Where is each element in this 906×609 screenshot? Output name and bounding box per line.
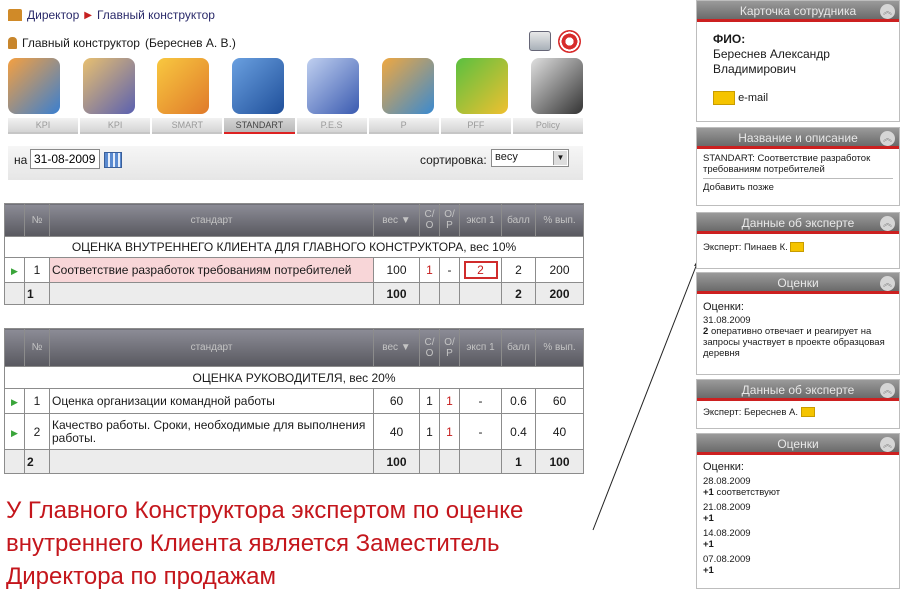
row-score: 2	[502, 258, 536, 283]
date-input[interactable]	[30, 149, 100, 169]
breadcrumb-current: Главный конструктор	[96, 8, 215, 22]
panel-header: Оценки ︽	[697, 273, 899, 294]
panel-header: Данные об эксперте ︽	[697, 213, 899, 234]
col-so: С/О	[420, 204, 440, 237]
chevron-down-icon: ▼	[553, 151, 567, 165]
total-row: 2 100 1 100	[5, 450, 584, 474]
collapse-icon[interactable]: ︽	[880, 216, 895, 231]
employee-card-body: ФИО: Береснев Александр Владимирович e-mail	[713, 32, 830, 104]
col-op: О/Р	[440, 329, 460, 367]
col-exp: эксп 1	[460, 204, 502, 237]
calendar-icon[interactable]	[104, 152, 122, 168]
expert-score-box[interactable]: 2	[464, 261, 498, 279]
row-op: -	[440, 258, 460, 283]
collapse-icon[interactable]: ︽	[880, 383, 895, 398]
tab-p[interactable]: P	[369, 118, 439, 134]
policy-scroll-icon[interactable]	[531, 58, 583, 114]
collapse-icon[interactable]: ︽	[880, 131, 895, 146]
collapse-icon[interactable]: ︽	[880, 437, 895, 452]
collapse-icon[interactable]: ︽	[880, 4, 895, 19]
user-name: (Береснев А. В.)	[144, 36, 236, 50]
standards-table-2	[4, 328, 584, 474]
col-num: №	[25, 329, 50, 367]
row-pct: 200	[536, 258, 584, 283]
description-body: STANDART: Соответствие разработок требованиям потребителей Добавить позже	[697, 149, 899, 197]
sort-select[interactable]	[491, 149, 569, 167]
breadcrumb-root-link[interactable]: Директор	[27, 8, 80, 22]
module-icons	[8, 58, 583, 118]
expert-name: Эксперт: Пинаев К.	[703, 242, 788, 253]
tab-pff[interactable]: PFF	[441, 118, 511, 134]
annotation-arrow-line	[593, 256, 700, 530]
expert-panel-2	[696, 379, 900, 429]
tab-smart[interactable]: SMART	[152, 118, 222, 134]
marks-body: Оценки: 28.08.2009 +1 соответствуют 21.08.2009 +1 14.08.2009 +1 07.08.2009 +1	[703, 461, 781, 576]
table-header-row	[5, 329, 584, 367]
panel-header: Название и описание ︽	[697, 128, 899, 149]
col-standard[interactable]: стандарт	[50, 204, 374, 237]
play-icon[interactable]: ▶	[11, 427, 18, 438]
standart-goal-icon[interactable]	[232, 58, 284, 114]
marks-panel-2	[696, 433, 900, 589]
col-exp: эксп 1	[460, 329, 502, 367]
print-icon[interactable]	[529, 31, 551, 51]
col-weight[interactable]: вес ▼	[374, 204, 420, 237]
table-row[interactable]: ▶ 1 Оценка организации командной работы 60 1 1 - 0.6 60	[5, 389, 584, 414]
email-icon[interactable]	[713, 91, 735, 105]
marks-body: Оценки: 31.08.2009 2 оперативно отвечает и реагирует на запросы участвует в проекте образцовая деревня	[703, 301, 885, 359]
col-score: балл	[502, 204, 536, 237]
panel-header: Оценки ︽	[697, 434, 899, 455]
description-panel	[696, 127, 900, 206]
total-row: 1 100 2 200	[5, 283, 584, 305]
breadcrumb-arrow-icon: ▶	[84, 9, 92, 21]
annotation-text: У Главного Конструктора экспертом по оценке внутреннего Клиента является Заместитель Директора по продажам	[6, 497, 524, 590]
add-later-link[interactable]: Добавить позже	[703, 182, 774, 193]
row-weight: 100	[374, 258, 420, 283]
col-pct: % вып.	[536, 329, 584, 367]
col-pct: % вып.	[536, 204, 584, 237]
kpi-warning-table-icon[interactable]	[8, 58, 60, 114]
breadcrumb	[8, 8, 215, 22]
col-weight[interactable]: вес ▼	[374, 329, 420, 367]
panel-header: Карточка сотрудника ︽	[697, 1, 899, 22]
sort-value: весу	[495, 151, 518, 163]
table-header-row	[5, 204, 584, 237]
user-line	[8, 36, 236, 50]
expert-name: Эксперт: Береснев А.	[703, 407, 798, 418]
pes-person-icon[interactable]	[307, 58, 359, 114]
employee-card-panel	[696, 0, 900, 122]
col-num: №	[25, 204, 50, 237]
tab-standart[interactable]: STANDART	[224, 118, 294, 134]
col-so: С/О	[420, 329, 440, 367]
row-so: 1	[420, 258, 440, 283]
row-name[interactable]: Соответствие разработок требованиям потребителей	[50, 258, 374, 283]
table-row[interactable]	[5, 258, 584, 283]
section-title: ОЦЕНКА ВНУТРЕННЕГО КЛИЕНТА ДЛЯ ГЛАВНОГО КОНСТРУКТОРА, вес 10%	[5, 237, 584, 258]
user-icon	[8, 37, 17, 49]
tab-kpi-2[interactable]: KPI	[80, 118, 150, 134]
row-name[interactable]: Оценка организации командной работы	[50, 389, 374, 414]
play-icon[interactable]: ▶	[11, 266, 18, 276]
user-title: Главный конструктор	[22, 36, 140, 50]
email-icon[interactable]	[790, 242, 804, 252]
section-title: ОЦЕНКА РУКОВОДИТЕЛЯ, вес 20%	[5, 367, 584, 389]
col-op: О/Р	[440, 204, 460, 237]
row-num: 1	[25, 258, 50, 283]
col-standard[interactable]: стандарт	[50, 329, 374, 367]
tab-bar	[8, 118, 583, 134]
standards-table-1	[4, 203, 584, 305]
marks-panel-1	[696, 272, 900, 375]
email-icon[interactable]	[801, 407, 815, 417]
home-icon	[8, 9, 22, 21]
expert-panel-1	[696, 212, 900, 269]
date-prefix: на	[14, 153, 28, 167]
tab-pes[interactable]: P.E.S	[297, 118, 367, 134]
target-icon[interactable]	[558, 30, 581, 53]
tab-policy[interactable]: Policy	[513, 118, 583, 134]
panel-header: Данные об эксперте ︽	[697, 380, 899, 401]
tab-kpi-1[interactable]: KPI	[8, 118, 78, 134]
dollar-coins-icon[interactable]	[456, 58, 508, 114]
sort-label: сортировка:	[420, 153, 487, 167]
kpi-checklist-icon[interactable]	[83, 58, 135, 114]
collapse-icon[interactable]: ︽	[880, 276, 895, 291]
table-row[interactable]: ▶ 2 Качество работы. Сроки, необходимые для выполнения работы. 40 1 1 - 0.4 40	[5, 414, 584, 450]
email-link[interactable]: e-mail	[738, 92, 769, 104]
row-name[interactable]: Качество работы. Сроки, необходимые для выполнения работы.	[50, 414, 374, 450]
col-score: балл	[502, 329, 536, 367]
smart-folder-icon[interactable]	[157, 58, 209, 114]
play-icon[interactable]: ▶	[11, 397, 18, 407]
chart-calendar-icon[interactable]	[382, 58, 434, 114]
